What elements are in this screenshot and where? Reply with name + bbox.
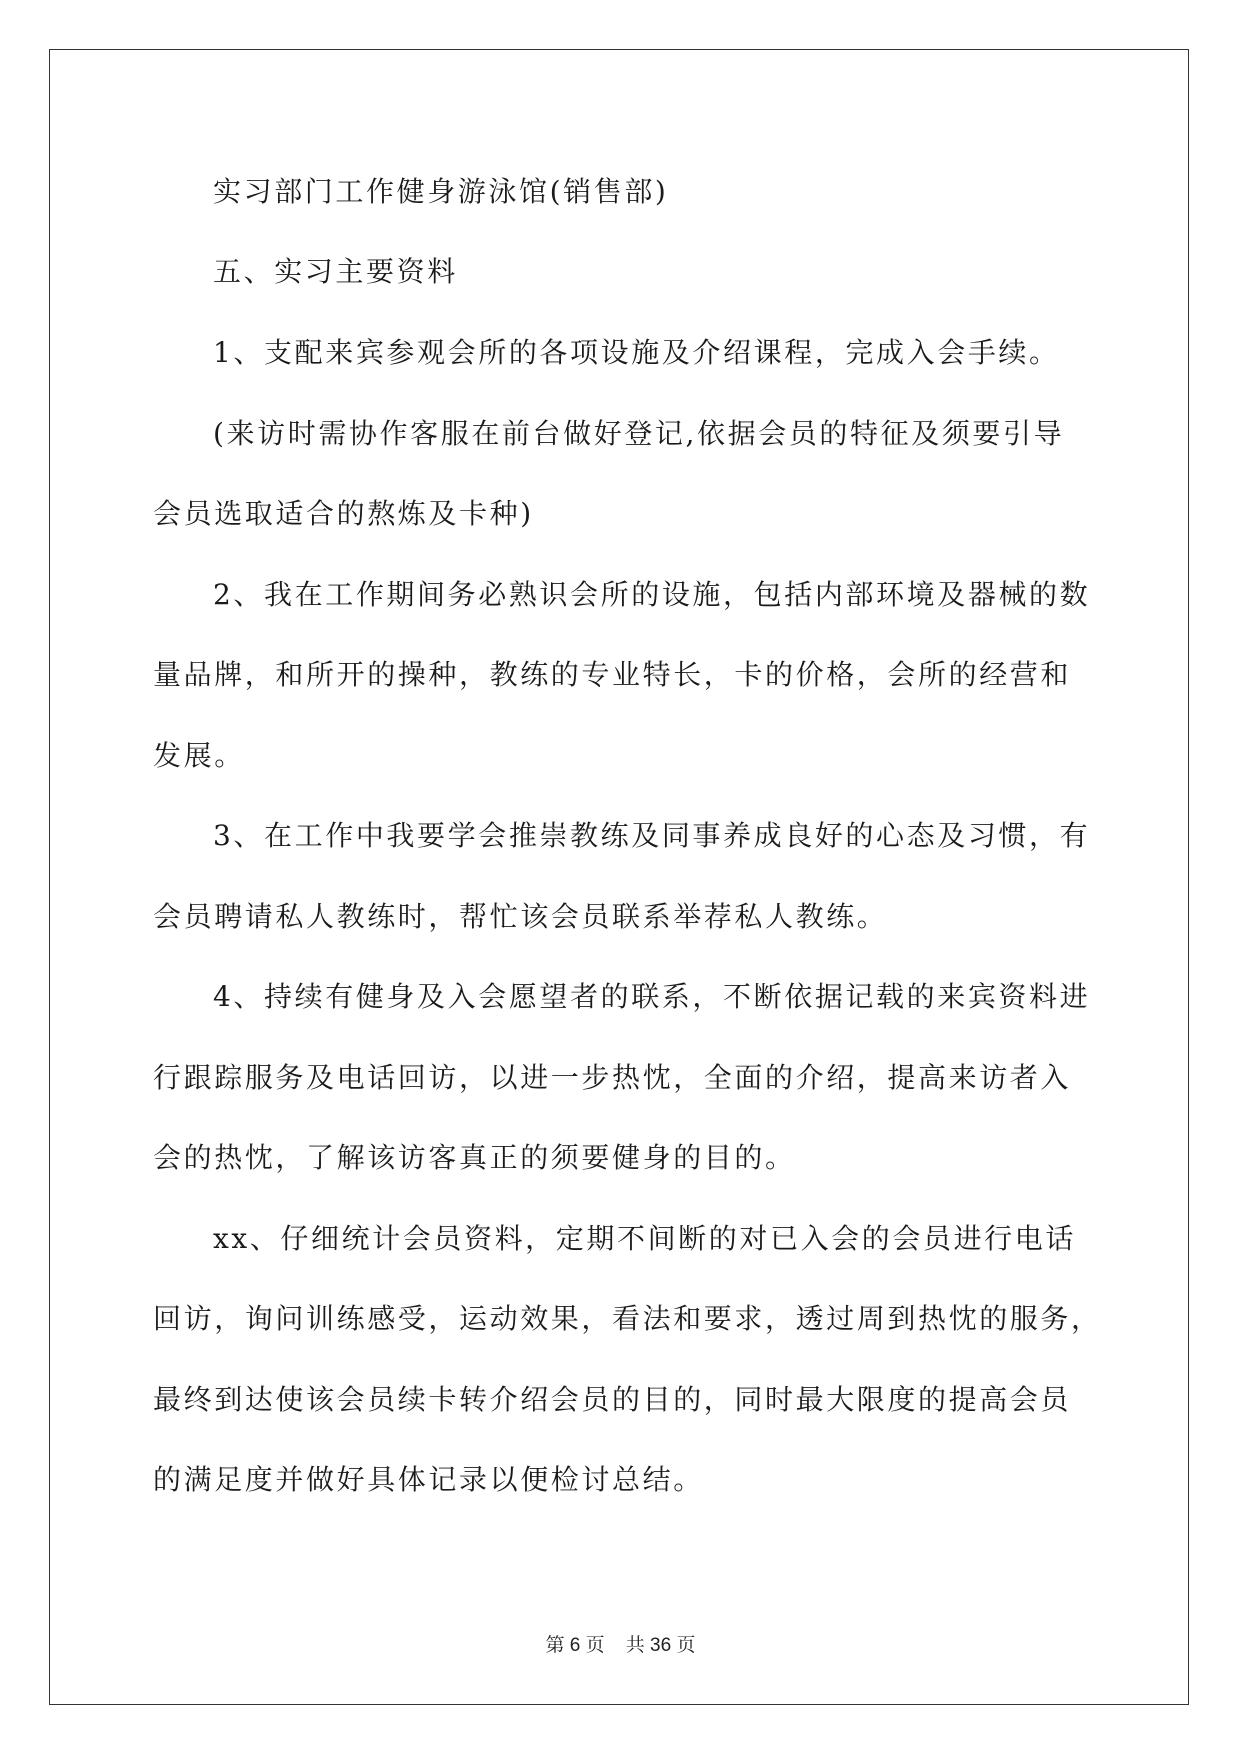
text-line: (来访时需协作客服在前台做好登记,依据会员的特征及须要引导 <box>213 417 1065 450</box>
text-line: 2、我在工作期间务必熟识会所的设施，包括内部环境及器械的数 <box>213 578 1091 611</box>
text-line: 发展。 <box>153 739 245 772</box>
text-line: 会的热忱，了解该访客真正的须要健身的目的。 <box>153 1141 796 1174</box>
page-number: 第 6 页 共 36 页 <box>545 1635 696 1656</box>
text-line: 1、支配来宾参观会所的各项设施及介绍课程，完成入会手续。 <box>213 336 1060 369</box>
text-line: 量品牌，和所开的操种，教练的专业特长，卡的价格，会所的经营和 <box>153 658 1072 691</box>
text-line: 回访，询问训练感受，运动效果，看法和要求，透过周到热忱的服务， <box>153 1302 1102 1335</box>
text-line: 会员聘请私人教练时，帮忙该会员联系举荐私人教练。 <box>153 900 888 933</box>
text-line: 的满足度并做好具体记录以便检讨总结。 <box>153 1463 704 1496</box>
text-line: 会员选取适合的熬炼及卡种) <box>153 497 534 530</box>
page-border <box>49 49 1189 1705</box>
text-line: 4、持续有健身及入会愿望者的联系，不断依据记载的来宾资料进 <box>213 980 1091 1013</box>
text-line: 行跟踪服务及电话回访，以进一步热忱，全面的介绍，提高来访者入 <box>153 1061 1072 1094</box>
text-line: xx、仔细统计会员资料，定期不间断的对已入会的会员进行电话 <box>213 1222 1076 1255</box>
section-heading: 五、实习主要资料 <box>213 255 458 288</box>
text-line: 3、在工作中我要学会推崇教练及同事养成良好的心态及习惯，有 <box>213 819 1091 852</box>
text-line: 最终到达使该会员续卡转介绍会员的目的，同时最大限度的提高会员 <box>153 1383 1072 1416</box>
text-line: 实习部门工作健身游泳馆(销售部) <box>213 175 669 208</box>
